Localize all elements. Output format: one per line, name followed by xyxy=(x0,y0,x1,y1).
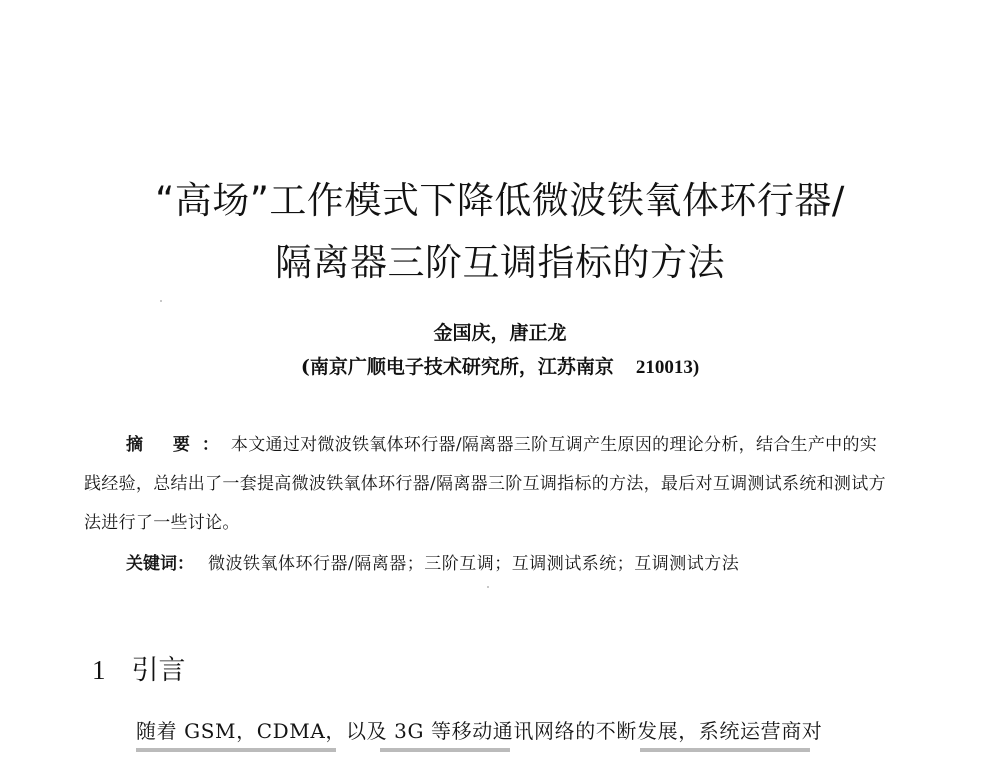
abstract-text: 本文通过对微波铁氧体环行器/隔离器三阶互调产生原因的理论分析，结合生产中的实践经验，总结出了一套提高微波铁氧体环行器/隔离器三阶互调指标的方法，最后对互调测试系统和测试方法进行了一些讨论。 xyxy=(84,435,886,533)
next-line-fragment xyxy=(640,748,810,752)
keywords-text: 微波铁氧体环行器/隔离器；三阶互调；互调测试系统；互调测试方法 xyxy=(208,554,740,574)
paper-affiliation xyxy=(0,352,1000,379)
keywords-line xyxy=(126,549,739,574)
affiliation-text: (南京广顺电子技术研究所，江苏南京 xyxy=(300,356,614,378)
paper-title-line-1: “高场”工作模式下降低微波铁氧体环行器/ xyxy=(155,179,845,222)
next-line-fragment xyxy=(136,748,336,752)
section-number: 1 xyxy=(92,655,106,685)
next-line-fragment xyxy=(380,748,510,752)
paper-authors: 金国庆，唐正龙 xyxy=(433,322,567,344)
abstract-paragraph xyxy=(84,426,890,543)
body-paragraph-line: 随着 GSM，CDMA，以及 3G 等移动通讯网络的不断发展，系统运营商对 xyxy=(136,719,823,743)
paper-title-line-2: 隔离器三阶互调指标的方法 xyxy=(275,241,725,284)
keywords-label: 关键词： xyxy=(126,554,194,574)
page-bottom-cutoff xyxy=(0,753,1000,760)
scan-speck xyxy=(160,300,162,302)
section-title: 引言 xyxy=(131,655,186,686)
affiliation-postcode: 210013) xyxy=(635,357,700,378)
abstract-label: 摘 要： xyxy=(126,435,231,455)
scan-speck xyxy=(487,586,489,588)
section-heading xyxy=(92,648,186,687)
